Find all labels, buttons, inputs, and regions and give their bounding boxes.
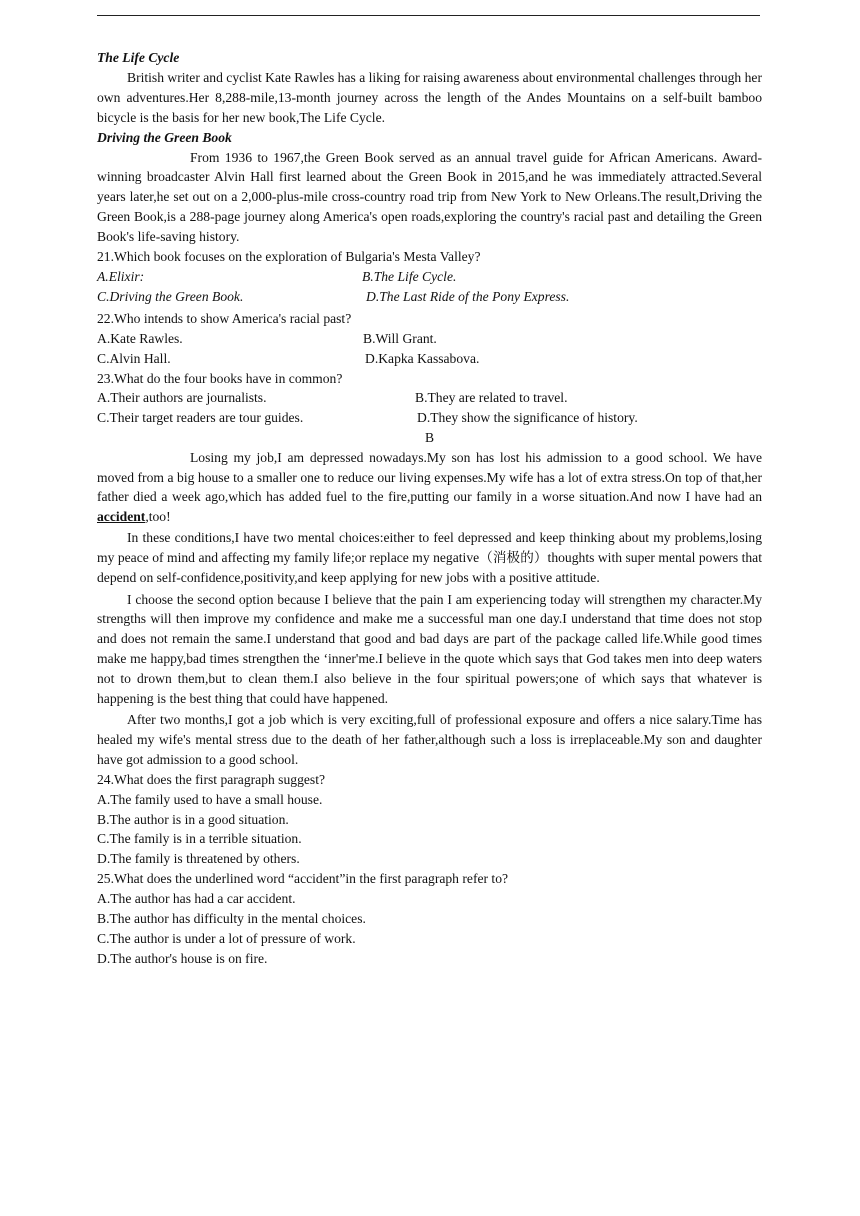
question-25: 25.What does the underlined word “accident”in the first paragraph refer to? — [97, 871, 509, 887]
question-21-options-row2 — [97, 287, 762, 307]
question-21: 21.Which book focuses on the exploration of Bulgaria's Mesta Valley? — [97, 249, 481, 265]
option-22-a: A.Kate Rawles. — [97, 330, 183, 346]
question-23: 23.What do the four books have in common? — [97, 370, 343, 386]
option-24-d: D.The family is threatened by others. — [97, 851, 300, 867]
paragraph-b-1-text: Losing my job,I am depressed nowadays.My son has lost his admission to a good school. We have moved from a big house to a smaller one to reduce our living expenses.My wife has a lot of extra stress.On top of that,her father died a week ago,which has added fuel to the fire,putting our family in a worse situation.And now I have had an — [97, 450, 762, 505]
question-22: 22.Who intends to show America's racial past? — [97, 310, 352, 326]
option-24-a: A.The family used to have a small house. — [97, 791, 323, 807]
option-21-d: D.The Last Ride of the Pony Express. — [366, 288, 570, 304]
part-b-heading: B — [424, 430, 435, 446]
option-23-b: B.They are related to travel. — [415, 390, 568, 406]
paragraph-green-book: From 1936 to 1967,the Green Book served as an annual travel guide for African Americans. Award-winning broadcaster Alvin Hall first learned about the Green Book in 2015,and he was immediately attracted.Several years later,he set out on a 2,000-plus-mile cross-country road trip from New York to New Orleans.The result,Driving the Green Book,is a 288-page journey along America's open roads,exploring the country's racial past and detailing the Green Book's life-saving history. — [97, 149, 762, 245]
option-21-a: A.Elixir: — [97, 268, 145, 284]
option-22-b: B.Will Grant. — [363, 330, 437, 346]
option-22-d: D.Kapka Kassabova. — [365, 350, 480, 366]
paragraph-b-2: In these conditions,I have two mental choices:either to feel depressed and keep thinking about my problems,losing my peace of mind and affecting my family life;or replace my negative（消极的）thoughts with super mental powers that depend on self-confidence,positivity,and keep applying for new jobs with a positive attitude. — [97, 530, 762, 585]
option-21-b: B.The Life Cycle. — [362, 268, 457, 284]
option-24-b: B.The author is in a good situation. — [97, 811, 289, 827]
option-23-a: A.Their authors are journalists. — [97, 390, 267, 406]
paragraph-b-3: I choose the second option because I believe that the pain I am experiencing today will strengthen my character.My strengths will then improve my confidence and make me a successful man one day.I understand that time does not stop and does not remain the same.I understand that good and bad days are part of the package called life.While good times make me happy,bad times strengthen the ‘inner'me.I believe in the quote which says that God takes men into deep waters not to drown them,but to clean them.I also believe in the four spiritual powers;one of which says that whatever is happening is the best thing that could have happened. — [97, 591, 762, 706]
question-22-options-row1 — [97, 329, 762, 349]
question-23-options-row2 — [97, 408, 762, 428]
section-title-life-cycle: The Life Cycle — [97, 50, 180, 65]
option-22-c: C.Alvin Hall. — [97, 350, 171, 366]
option-23-c: C.Their target readers are tour guides. — [97, 410, 304, 426]
header-rule — [97, 15, 760, 16]
question-23-options-row1 — [97, 388, 762, 408]
question-21-options-row1 — [97, 267, 762, 287]
document-page — [97, 48, 762, 969]
option-25-b: B.The author has difficulty in the mental choices. — [97, 911, 366, 927]
option-24-c: C.The family is in a terrible situation. — [97, 831, 302, 847]
option-25-a: A.The author has had a car accident. — [97, 891, 296, 907]
section-title-green-book: Driving the Green Book — [97, 129, 232, 145]
question-22-options-row2 — [97, 349, 762, 369]
paragraph-b-1-end: ,too! — [145, 508, 171, 524]
option-23-d: D.They show the significance of history. — [417, 410, 638, 426]
paragraph-b-4: After two months,I got a job which is very exciting,full of professional exposure and offers a nice salary.Time has healed my wife's mental stress due to the death of her father,although such a loss is irreplaceable.My son and daughter have got admission to a good school. — [97, 712, 762, 767]
option-25-d: D.The author's house is on fire. — [97, 950, 268, 966]
question-24: 24.What does the first paragraph suggest? — [97, 771, 326, 787]
option-25-c: C.The author is under a lot of pressure of work. — [97, 930, 356, 946]
paragraph-b-1 — [97, 448, 762, 526]
underlined-word-accident: accident — [97, 508, 146, 524]
option-21-c: C.Driving the Green Book. — [97, 288, 244, 304]
paragraph-life-cycle: British writer and cyclist Kate Rawles has a liking for raising awareness about environmental challenges through her own adventures.Her 8,288-mile,13-month journey across the length of the Andes Mountains on a self-built bamboo bicycle is the basis for her new book,The Life Cycle. — [97, 69, 762, 125]
